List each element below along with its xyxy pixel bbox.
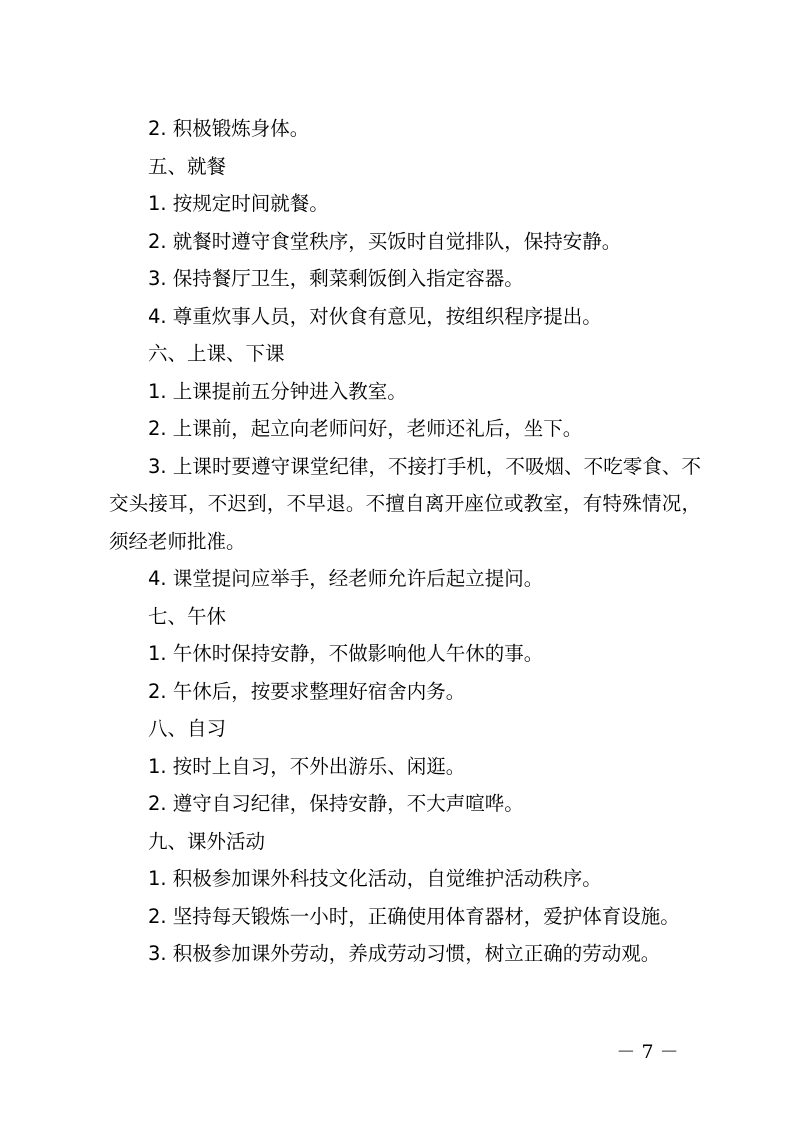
list-item: 1. 午休时保持安静，不做影响他人午休的事。 xyxy=(148,642,544,665)
list-item: 1. 按时上自习，不外出游乐、闲逛。 xyxy=(148,754,466,778)
section-heading-extracurricular: 九、课外活动 xyxy=(148,829,266,853)
list-item: 2. 就餐时遵守食堂秩序，买饭时自觉排队，保持安静。 xyxy=(148,229,622,253)
list-item: 3. 上课时要遵守课堂纪律，不接打手机，不吸烟、不吃零食、不交头接耳，不迟到，不早退。不擅自离开座位或教室，有特殊情况，须经老师批准。 xyxy=(109,454,701,553)
list-item: 2. 遵守自习纪律，保持安静，不大声喧哗。 xyxy=(148,792,524,815)
list-item: 4. 课堂提问应举手，经老师允许后起立提问。 xyxy=(148,567,544,590)
section-heading-self-study: 八、自习 xyxy=(148,717,227,740)
list-item: 3. 保持餐厅卫生，剩菜剩饭倒入指定容器。 xyxy=(148,267,524,290)
section-heading-class: 六、上课、下课 xyxy=(148,342,285,365)
list-item: 4. 尊重炊事人员，对伙食有意见，按组织程序提出。 xyxy=(148,304,602,328)
list-item: 2. 坚持每天锻炼一小时，正确使用体育器材，爱护体育设施。 xyxy=(148,904,680,928)
list-item: 1. 上课提前五分钟进入教室。 xyxy=(148,379,407,403)
list-item: 1. 按规定时间就餐。 xyxy=(148,192,329,215)
section-heading-dining: 五、就餐 xyxy=(148,154,227,178)
page-number: － 7 － xyxy=(616,1041,679,1063)
list-item: 2. 上课前，起立向老师问好，老师还礼后，坐下。 xyxy=(148,417,583,440)
list-item: 1. 积极参加课外科技文化活动，自觉维护活动秩序。 xyxy=(148,867,602,890)
list-item: 2. 午休后，按要求整理好宿舍内务。 xyxy=(148,679,466,703)
section-heading-noon-rest: 七、午休 xyxy=(148,604,227,628)
list-item: 3. 积极参加课外劳动，养成劳动习惯，树立正确的劳动观。 xyxy=(148,942,661,965)
list-item: 2. 积极锻炼身体。 xyxy=(148,117,310,140)
document-body xyxy=(109,110,701,973)
